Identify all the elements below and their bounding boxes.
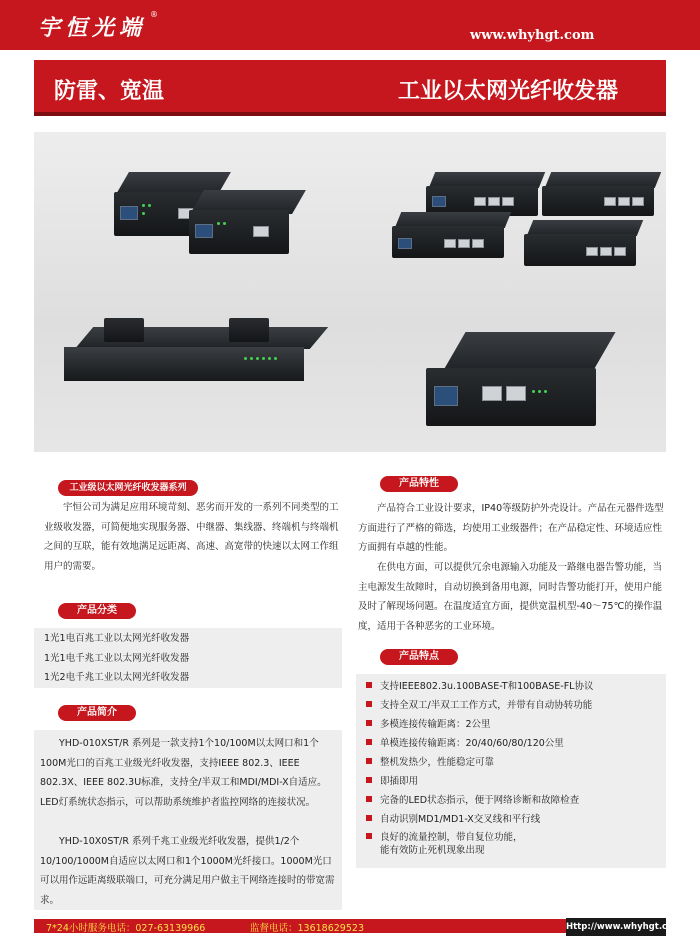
- device-photo-4: [542, 172, 660, 220]
- brand-logo: 宇恒光端: [38, 15, 147, 41]
- feature-item: 良好的流量控制，带自复位功能， 能有效防止死机现象出现: [366, 831, 656, 857]
- category-item: 1光1电千兆工业以太网光纤收发器: [44, 653, 190, 664]
- bullet-icon: [366, 758, 372, 764]
- feature-item: 支持全双工/半双工工作方式，并带有自动协转功能: [366, 697, 592, 711]
- feature-item: 即插即用: [366, 773, 418, 787]
- feature-item: 单模连接传输距离：20/40/60/80/120公里: [366, 735, 564, 749]
- features-section-tag: 产品特点: [380, 649, 458, 665]
- feature-item: 自动识别MD1/MD1-X交叉线和平行线: [366, 811, 540, 825]
- categories-section-tag: 产品分类: [58, 603, 136, 619]
- bullet-icon: [366, 739, 372, 745]
- registered-mark: ®: [150, 10, 158, 19]
- device-photo-6: [524, 220, 642, 270]
- bullet-icon: [366, 833, 372, 839]
- bullet-icon: [366, 815, 372, 821]
- device-photo-2: [189, 190, 299, 260]
- summary-section-tag: 产品简介: [58, 705, 136, 721]
- feature-item: 完备的LED状态指示，便于网络诊断和故障检查: [366, 792, 579, 806]
- summary-paragraph-2: YHD-10X0ST/R 系列千兆工业级光纤收发器，提供1/2个10/100/1000M自适应以太网口和1个1000M光纤接口。1000M光口可以用作远距离级联端口，可充分满足用户做主干网络连接时的带宽需求。: [40, 836, 335, 906]
- bullet-icon: [366, 777, 372, 783]
- bullet-icon: [366, 682, 372, 688]
- rack-module-2: [229, 312, 279, 352]
- page-title: 工业以太网光纤收发器: [398, 79, 619, 104]
- rack-module-1: [104, 312, 154, 352]
- bullet-icon: [366, 796, 372, 802]
- bullet-icon: [366, 720, 372, 726]
- device-photo-5: [392, 212, 510, 262]
- intro-section-tag: 工业级以太网光纤收发器系列: [58, 480, 198, 496]
- feature-item: 支持IEEE802.3u.100BASE-T和100BASE-FL协议: [366, 678, 593, 692]
- characteristics-paragraph-2: 在供电方面，可以提供冗余电源输入功能及一路继电器告警功能，当主电源发生故障时，自动切换到备用电源，同时告警功能打开，使用户能及时了解现场问题。在温度适宜方面，提供宽温机型-40～75℃的操作温度，适用于各种恶劣的工业环境。: [358, 562, 663, 632]
- characteristics-paragraph-1: 产品符合工业设计要求，IP40等级防护外壳设计。产品在元器件选型方面进行了严格的筛选，均使用工业级器件；在产品稳定性、环境适应性方面拥有卓越的性能。: [358, 503, 664, 553]
- feature-item: 多模连接传输距离：2公里: [366, 716, 491, 730]
- category-item: 1光1电百兆工业以太网光纤收发器: [44, 633, 190, 644]
- feature-item: 整机发热少，性能稳定可靠: [366, 754, 494, 768]
- category-item: 1光2电千兆工业以太网光纤收发器: [44, 672, 190, 683]
- website-url[interactable]: www.whyhgt.com: [470, 28, 595, 43]
- intro-paragraph: 宇恒公司为满足应用环境苛刻、恶劣而开发的一系列不同类型的工业级收发器，可简便地实现服务器、中继器、集线器、终端机与终端机之间的互联，能有效地满足远距离、高速、高宽带的快速以太网工作组用户的需要。: [44, 502, 339, 572]
- characteristics-section-tag: 产品特性: [380, 476, 458, 492]
- supervision-hotline: 监督电话：13618629523: [250, 923, 364, 934]
- bullet-icon: [366, 701, 372, 707]
- device-photo-large: [426, 332, 616, 432]
- title-tagline: 防雷、宽温: [54, 79, 165, 104]
- footer-url[interactable]: Http://www.whyhgt.com: [566, 918, 666, 936]
- product-photo-panel: [34, 132, 666, 452]
- service-hotline: 7*24小时服务电话：027-63139966: [46, 923, 206, 934]
- summary-paragraph-1: YHD-010XST/R 系列是一款支持1个10/100M以太网口和1个100M光口的百兆工业级光纤收发器，支持IEEE 802.3、IEEE 802.3X、IEEE 802.3U标准，支持全/半双工和MDI/MDI-X自适应。LED灯系统状态指示，可以帮助系统维护者监控网络的连接状况。: [40, 738, 327, 808]
